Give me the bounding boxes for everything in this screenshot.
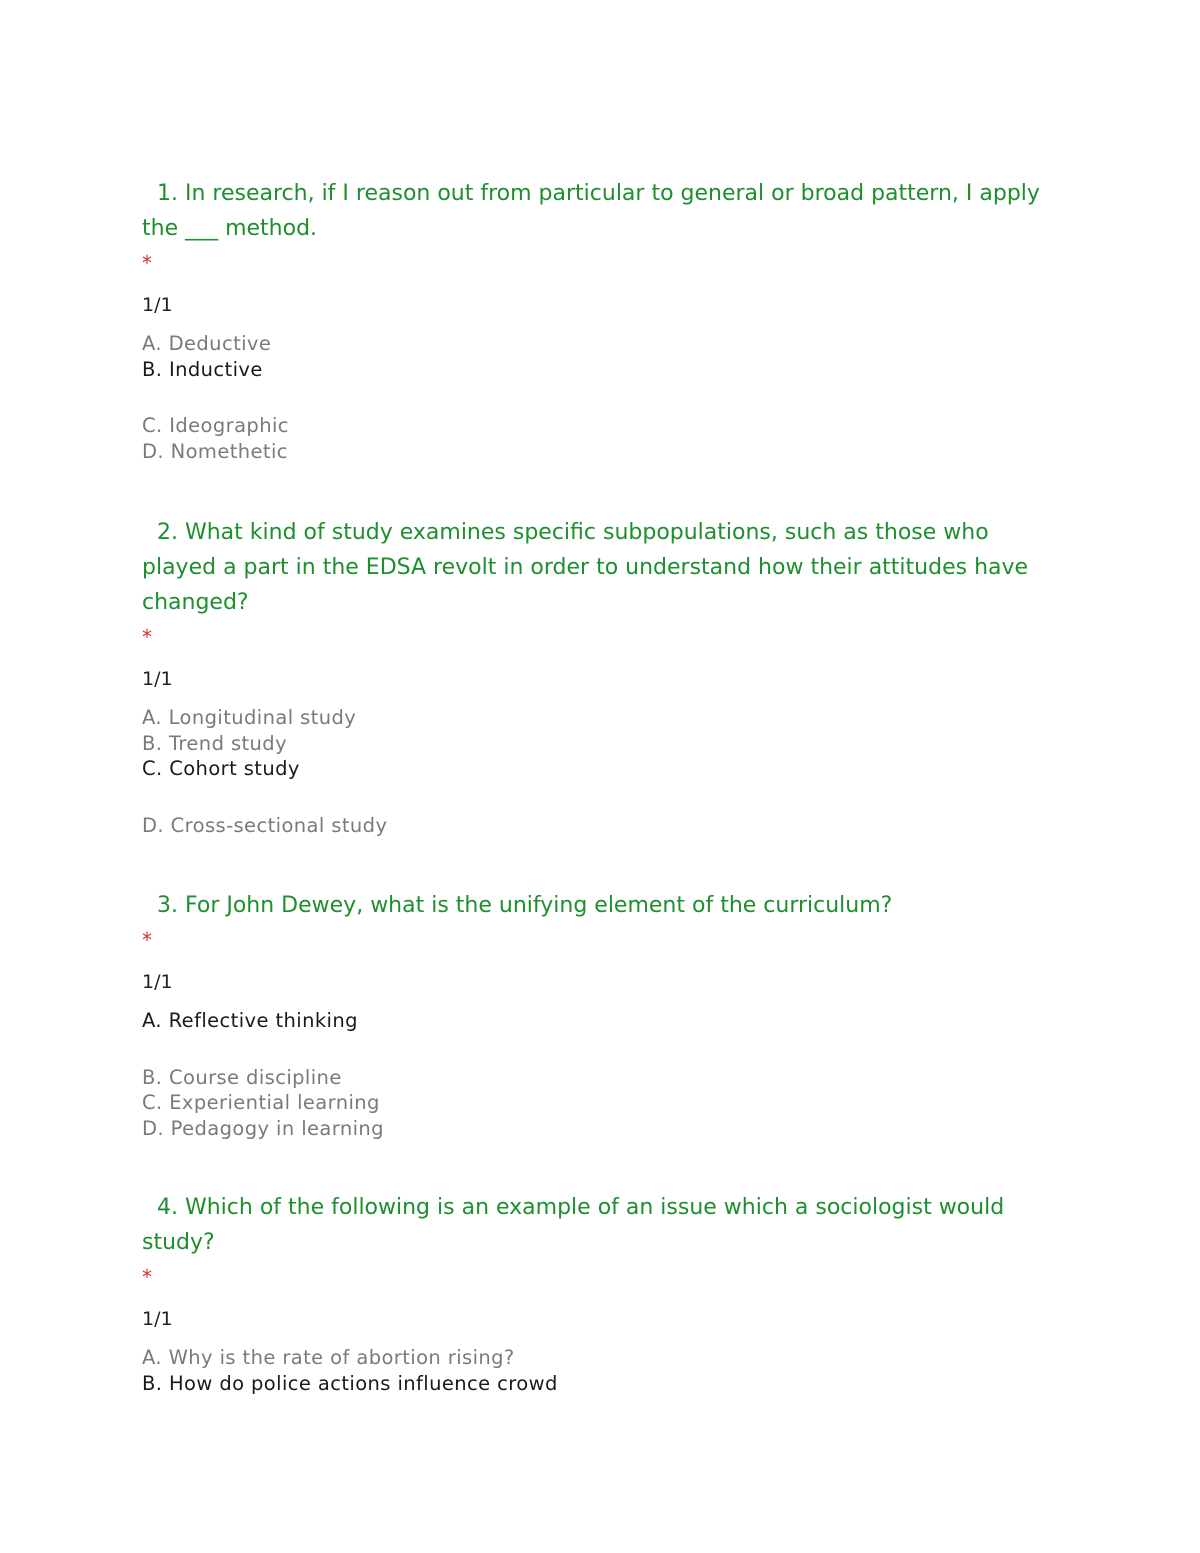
question-1-text: 1. In research, if I reason out from particular to general or broad pattern, I apply the ___ method. xyxy=(142,181,1040,241)
question-3-options xyxy=(142,1008,1062,1141)
option-b-selected[interactable]: B. How do police actions influence crowd xyxy=(142,1371,558,1395)
option-c-selected[interactable]: C. Cohort study xyxy=(142,757,300,780)
required-asterisk: * xyxy=(142,251,152,275)
question-1-score: 1/1 xyxy=(142,294,173,316)
question-4-score: 1/1 xyxy=(142,1308,173,1330)
question-2-score: 1/1 xyxy=(142,668,173,690)
required-asterisk: * xyxy=(142,928,152,952)
option-d[interactable]: D. Nomethetic xyxy=(142,439,288,463)
question-2 xyxy=(142,515,1062,838)
option-a[interactable]: A. Deductive xyxy=(142,332,272,355)
question-3 xyxy=(142,888,1062,1141)
option-d[interactable]: D. Pedagogy in learning xyxy=(142,1116,384,1140)
option-c[interactable]: C. Ideographic xyxy=(142,414,289,437)
question-1 xyxy=(142,176,1062,464)
option-c[interactable]: C. Experiential learning xyxy=(142,1091,380,1114)
question-1-options xyxy=(142,331,1062,464)
question-2-text: 2. What kind of study examines specific subpopulations, such as those who played a part in the EDSA revolt in order to understand how their attitudes have changed? xyxy=(142,520,1029,615)
question-3-score: 1/1 xyxy=(142,971,173,993)
question-4-text: 4. Which of the following is an example of an issue which a sociologist would study? xyxy=(142,1195,1005,1255)
question-4 xyxy=(142,1190,1062,1396)
option-b[interactable]: B. Course discipline xyxy=(142,1065,342,1089)
option-a[interactable]: A. Longitudinal study xyxy=(142,706,357,729)
required-asterisk: * xyxy=(142,1265,152,1289)
option-d[interactable]: D. Cross-sectional study xyxy=(142,813,388,837)
required-asterisk: * xyxy=(142,625,152,649)
question-3-text: 3. For John Dewey, what is the unifying element of the curriculum? xyxy=(157,893,893,918)
option-b[interactable]: B. Trend study xyxy=(142,731,288,755)
option-a[interactable]: A. Why is the rate of abortion rising? xyxy=(142,1346,515,1369)
option-a-selected[interactable]: A. Reflective thinking xyxy=(142,1009,358,1032)
option-b-selected[interactable]: B. Inductive xyxy=(142,357,263,381)
question-4-options xyxy=(142,1345,1062,1396)
question-2-options xyxy=(142,705,1062,838)
